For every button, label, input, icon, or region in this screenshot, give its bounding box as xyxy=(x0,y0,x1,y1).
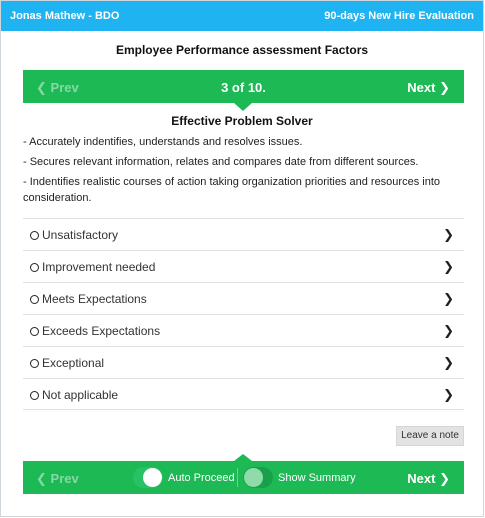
option-label: Not applicable xyxy=(42,388,119,402)
employee-name: Jonas Mathew - BDO xyxy=(10,10,120,22)
toggle-knob xyxy=(244,468,263,487)
next-button-bottom[interactable] xyxy=(407,471,450,487)
next-button-top[interactable] xyxy=(407,80,450,96)
page-counter: 3 of 10. xyxy=(221,80,266,95)
description-bullet: - Indentifies realistic courses of action taking organization priorities and resources into consideration. xyxy=(23,176,440,204)
chevron-right-icon: ❯ xyxy=(443,387,454,402)
prev-label: Prev xyxy=(50,471,79,486)
rating-option-not-applicable[interactable] xyxy=(23,378,464,410)
chevron-right-icon: ❯ xyxy=(443,259,454,274)
radio-icon[interactable] xyxy=(30,263,39,272)
option-label: Exceeds Expectations xyxy=(42,324,161,338)
leave-note-button[interactable]: Leave a note xyxy=(396,426,464,446)
chevron-right-icon: ❯ xyxy=(439,80,450,95)
evaluation-title: 90-days New Hire Evaluation xyxy=(324,10,474,22)
chevron-left-icon: ❮ xyxy=(36,80,47,95)
option-label: Exceptional xyxy=(42,356,105,370)
auto-proceed-toggle[interactable] xyxy=(133,467,163,488)
chevron-left-icon: ❮ xyxy=(36,471,47,486)
toggle-knob xyxy=(143,468,162,487)
rating-options xyxy=(23,218,464,410)
pager-bottom xyxy=(23,461,464,494)
chevron-right-icon: ❯ xyxy=(443,227,454,242)
option-label: Meets Expectations xyxy=(42,292,147,306)
chevron-right-icon: ❯ xyxy=(443,323,454,338)
factor-title: Effective Problem Solver xyxy=(171,114,313,128)
auto-proceed-label: Auto Proceed xyxy=(168,472,235,484)
rating-option-exceeds-expectations[interactable] xyxy=(23,314,464,346)
toggle-divider xyxy=(237,468,238,487)
radio-icon[interactable] xyxy=(30,295,39,304)
radio-icon[interactable] xyxy=(30,391,39,400)
rating-option-improvement-needed[interactable] xyxy=(23,250,464,282)
pager-pointer xyxy=(234,103,252,111)
prev-label: Prev xyxy=(50,80,79,95)
rating-option-unsatisfactory[interactable] xyxy=(23,218,464,250)
description-bullet: - Accurately indentifies, understands and resolves issues. xyxy=(23,136,303,148)
next-label: Next xyxy=(407,471,436,486)
option-label: Improvement needed xyxy=(42,260,156,274)
pager-pointer xyxy=(234,454,252,461)
show-summary-label: Show Summary xyxy=(278,472,356,484)
chevron-right-icon: ❯ xyxy=(439,471,450,486)
chevron-right-icon: ❯ xyxy=(443,355,454,370)
description-bullet: - Secures relevant information, relates and compares date from different sources. xyxy=(23,156,419,168)
radio-icon[interactable] xyxy=(30,231,39,240)
rating-option-meets-expectations[interactable] xyxy=(23,282,464,314)
page-title: Employee Performance assessment Factors xyxy=(115,43,369,57)
factor-description xyxy=(23,134,463,210)
prev-button-bottom[interactable] xyxy=(36,471,79,487)
rating-option-exceptional[interactable] xyxy=(23,346,464,378)
next-label: Next xyxy=(407,80,436,95)
top-bar xyxy=(1,1,483,31)
chevron-right-icon: ❯ xyxy=(443,291,454,306)
radio-icon[interactable] xyxy=(30,327,39,336)
pager-top xyxy=(23,70,464,103)
option-label: Unsatisfactory xyxy=(42,228,119,242)
radio-icon[interactable] xyxy=(30,359,39,368)
show-summary-toggle[interactable] xyxy=(243,467,273,488)
